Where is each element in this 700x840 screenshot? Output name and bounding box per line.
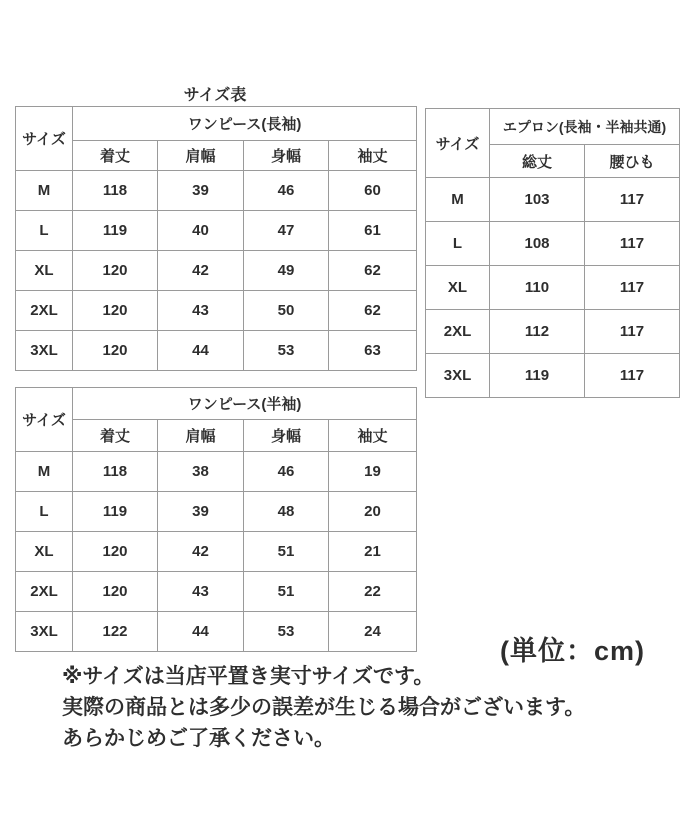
unit-note: (単位：cm) [500, 636, 646, 666]
measurement-cell: 47 [244, 211, 329, 251]
measurement-cell: 50 [244, 291, 329, 331]
measurement-cell: 46 [244, 171, 329, 211]
size-cell: XL [16, 251, 73, 291]
size-cell: L [16, 492, 73, 532]
measurement-cell: 43 [158, 291, 244, 331]
size-cell: L [426, 222, 490, 266]
table-group-header: ワンピース(長袖) [73, 107, 417, 141]
measurement-cell: 119 [490, 354, 585, 398]
measurement-cell: 42 [158, 532, 244, 572]
measurement-cell: 117 [585, 266, 680, 310]
table-row [16, 572, 417, 612]
measurement-cell: 117 [585, 178, 680, 222]
size-cell: M [16, 171, 73, 211]
measurement-cell: 53 [244, 331, 329, 371]
table-row [16, 211, 417, 251]
measurement-cell: 117 [585, 354, 680, 398]
measurement-cell: 39 [158, 492, 244, 532]
table-row [426, 310, 680, 354]
measurement-cell: 120 [73, 331, 158, 371]
table-row [16, 251, 417, 291]
measurement-cell: 38 [158, 452, 244, 492]
size-column-header: サイズ [16, 388, 73, 452]
measurement-cell: 19 [329, 452, 417, 492]
column-header: 着丈 [73, 141, 158, 171]
column-header: 身幅 [244, 420, 329, 452]
table-row [16, 171, 417, 211]
measurement-cell: 119 [73, 211, 158, 251]
onepiece-short-sleeve-table [15, 387, 417, 652]
column-header: 着丈 [73, 420, 158, 452]
measurement-cell: 24 [329, 612, 417, 652]
apron-table [425, 108, 680, 398]
measurement-cell: 48 [244, 492, 329, 532]
measurement-cell: 51 [244, 572, 329, 612]
table-row [16, 532, 417, 572]
page-title: サイズ表 [183, 87, 247, 104]
measurement-cell: 51 [244, 532, 329, 572]
measurement-cell: 39 [158, 171, 244, 211]
size-cell: XL [16, 532, 73, 572]
size-column-header: サイズ [16, 107, 73, 171]
size-column-header: サイズ [426, 109, 490, 178]
column-header: 袖丈 [329, 420, 417, 452]
measurement-cell: 53 [244, 612, 329, 652]
measurement-cell: 63 [329, 331, 417, 371]
size-cell: XL [426, 266, 490, 310]
size-cell: M [16, 452, 73, 492]
measurement-cell: 21 [329, 532, 417, 572]
measurement-cell: 40 [158, 211, 244, 251]
table-row [426, 266, 680, 310]
measurement-cell: 120 [73, 251, 158, 291]
column-header: 肩幅 [158, 420, 244, 452]
table-row [16, 612, 417, 652]
measurement-cell: 60 [329, 171, 417, 211]
onepiece-long-sleeve-table [15, 106, 417, 371]
measurement-cell: 120 [73, 572, 158, 612]
measurement-cell: 119 [73, 492, 158, 532]
measurement-cell: 103 [490, 178, 585, 222]
measurement-cell: 20 [329, 492, 417, 532]
table-row [426, 354, 680, 398]
measurement-cell: 49 [244, 251, 329, 291]
table-row [16, 331, 417, 371]
measurement-cell: 61 [329, 211, 417, 251]
size-cell: 2XL [16, 572, 73, 612]
size-cell: 2XL [426, 310, 490, 354]
measurement-cell: 120 [73, 291, 158, 331]
size-cell: 3XL [426, 354, 490, 398]
column-header: 腰ひも [585, 145, 680, 178]
measurement-cell: 112 [490, 310, 585, 354]
size-cell: 3XL [16, 612, 73, 652]
measurement-cell: 110 [490, 266, 585, 310]
table-row [16, 452, 417, 492]
table-row [426, 178, 680, 222]
column-header: 身幅 [244, 141, 329, 171]
column-header: 肩幅 [158, 141, 244, 171]
size-cell: 2XL [16, 291, 73, 331]
measurement-cell: 118 [73, 452, 158, 492]
footnote-line: ※サイズは当店平置き実寸サイズです。 [62, 665, 435, 688]
measurement-cell: 122 [73, 612, 158, 652]
measurement-cell: 118 [73, 171, 158, 211]
size-cell: L [16, 211, 73, 251]
measurement-cell: 46 [244, 452, 329, 492]
measurement-cell: 120 [73, 532, 158, 572]
measurement-cell: 62 [329, 251, 417, 291]
measurement-cell: 42 [158, 251, 244, 291]
measurement-cell: 44 [158, 331, 244, 371]
column-header: 袖丈 [329, 141, 417, 171]
table-row [426, 222, 680, 266]
footnote [62, 661, 682, 754]
measurement-cell: 62 [329, 291, 417, 331]
column-header: 総丈 [490, 145, 585, 178]
measurement-cell: 43 [158, 572, 244, 612]
size-cell: 3XL [16, 331, 73, 371]
size-cell: M [426, 178, 490, 222]
table-group-header: エプロン(長袖・半袖共通) [490, 109, 680, 145]
table-row [16, 291, 417, 331]
table-group-header: ワンピース(半袖) [73, 388, 417, 420]
measurement-cell: 108 [490, 222, 585, 266]
measurement-cell: 117 [585, 310, 680, 354]
footnote-line: あらかじめご了承ください。 [62, 727, 335, 750]
footnote-line: 実際の商品とは多少の誤差が生じる場合がございます。 [62, 696, 586, 719]
measurement-cell: 44 [158, 612, 244, 652]
measurement-cell: 117 [585, 222, 680, 266]
table-row [16, 492, 417, 532]
measurement-cell: 22 [329, 572, 417, 612]
